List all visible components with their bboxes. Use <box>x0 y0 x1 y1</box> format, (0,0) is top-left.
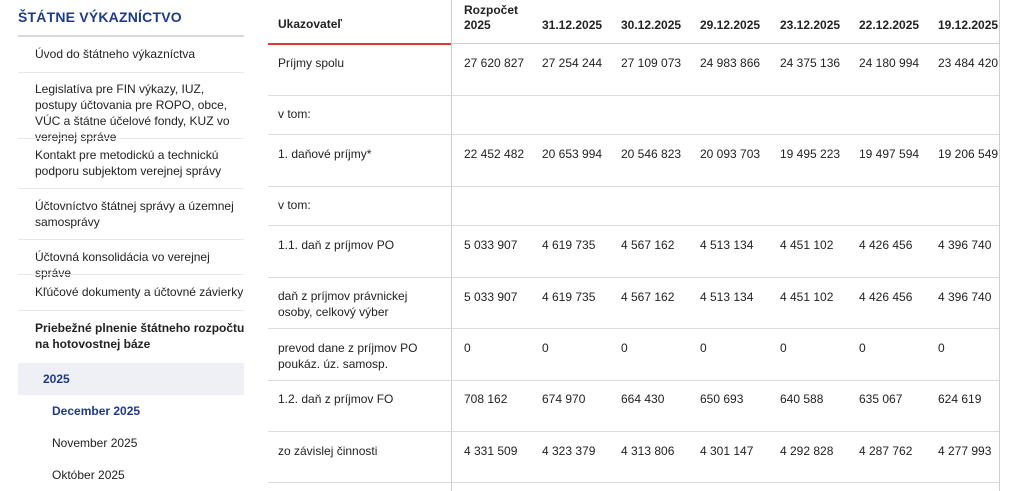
header-date: 31.12.2025 <box>542 18 603 32</box>
sidebar-nav <box>0 0 250 491</box>
row-value: 20 546 823 <box>621 147 682 161</box>
sidebar-item-konsolidacia[interactable]: Účtovná konsolidácia vo verejnej správe <box>35 250 210 280</box>
row-value: 4 513 134 <box>700 238 754 252</box>
row-value: 0 <box>859 341 866 355</box>
row-value: 4 426 456 <box>859 238 913 252</box>
row-label: prevod dane z príjmov PO poukáz. úz. samosp. <box>278 341 418 371</box>
row-value: 4 277 993 <box>938 444 992 458</box>
row-value: 0 <box>938 341 945 355</box>
row-value: 24 983 866 <box>700 56 761 70</box>
row-value: 19 495 223 <box>780 147 841 161</box>
row-value: 19 206 549 <box>938 147 999 161</box>
header-date: 19.12.2025 <box>938 18 999 32</box>
row-value: 0 <box>700 341 707 355</box>
sidebar-divider <box>18 239 244 240</box>
row-divider <box>268 277 999 278</box>
header-budget-line1: Rozpočet <box>464 3 518 17</box>
row-divider <box>268 328 999 329</box>
sidebar-item-legislativa[interactable]: Legislatíva pre FIN výkazy, IUZ, postupy účtovania pre ROPO, obce, VÚC a štátne účelové fondy, KUZ vo verejnej správe <box>35 82 230 144</box>
row-value: 664 430 <box>621 392 665 406</box>
row-value: 20 653 994 <box>542 147 603 161</box>
row-value: 20 093 703 <box>700 147 761 161</box>
header-date: 22.12.2025 <box>859 18 920 32</box>
row-divider <box>268 380 999 381</box>
row-value: 4 451 102 <box>780 290 834 304</box>
row-label: zo závislej činnosti <box>278 444 378 458</box>
sidebar-title-divider <box>18 35 244 37</box>
header-accent-rule <box>268 43 451 45</box>
sidebar-item-klucove-dokumenty[interactable]: Kľúčové dokumenty a účtovné závierky <box>35 285 244 299</box>
sidebar-divider <box>18 188 244 189</box>
header-rule <box>451 43 999 44</box>
row-value: 4 619 735 <box>542 238 596 252</box>
row-value: 4 567 162 <box>621 290 675 304</box>
row-value: 5 033 907 <box>464 238 518 252</box>
row-value: 708 162 <box>464 392 508 406</box>
row-value: 4 292 828 <box>780 444 834 458</box>
header-date: 29.12.2025 <box>700 18 761 32</box>
header-date: 23.12.2025 <box>780 18 841 32</box>
row-value: 4 396 740 <box>938 238 992 252</box>
row-label: 1. daňové príjmy* <box>278 147 372 161</box>
row-value: 4 513 134 <box>700 290 754 304</box>
row-value: 5 033 907 <box>464 290 518 304</box>
header-budget-line2: 2025 <box>464 18 491 32</box>
row-value: 674 970 <box>542 392 586 406</box>
row-value: 27 254 244 <box>542 56 603 70</box>
row-label: v tom: <box>278 107 311 121</box>
header-budget <box>464 3 518 33</box>
row-value: 4 313 806 <box>621 444 675 458</box>
row-label: 1.2. daň z príjmov FO <box>278 392 394 406</box>
row-value: 24 375 136 <box>780 56 841 70</box>
header-date: 30.12.2025 <box>621 18 682 32</box>
sidebar-month-november[interactable]: November 2025 <box>52 436 138 450</box>
sidebar-month-december[interactable]: December 2025 <box>52 404 141 418</box>
row-value: 4 567 162 <box>621 238 675 252</box>
sidebar-divider <box>18 138 244 139</box>
row-value: 22 452 482 <box>464 147 525 161</box>
row-value: 23 484 420 <box>938 56 999 70</box>
sidebar-item-uctovnictvo[interactable]: Účtovníctvo štátnej správy a územnej samosprávy <box>35 199 234 229</box>
row-value: 0 <box>621 341 628 355</box>
sidebar-year-2025[interactable] <box>18 363 244 395</box>
row-label: v tom: <box>278 198 311 212</box>
row-value: 19 497 594 <box>859 147 920 161</box>
row-value: 4 619 735 <box>542 290 596 304</box>
sidebar-month-oktober[interactable]: Október 2025 <box>52 468 125 482</box>
row-value: 635 067 <box>859 392 903 406</box>
row-value: 4 287 762 <box>859 444 913 458</box>
row-divider <box>268 134 999 135</box>
header-indicator: Ukazovateľ <box>278 17 342 31</box>
row-divider <box>268 431 999 432</box>
row-divider <box>268 482 999 483</box>
sidebar-divider <box>18 274 244 275</box>
sidebar-item-uvod[interactable]: Úvod do štátneho výkazníctva <box>35 47 196 61</box>
row-value: 24 180 994 <box>859 56 920 70</box>
column-divider <box>451 0 452 491</box>
sidebar-item-kontakt[interactable]: Kontakt pre metodickú a technickú podporu subjektom verejnej správy <box>35 148 222 178</box>
row-label: daň z príjmov právnickej osoby, celkový výber <box>278 289 408 319</box>
row-value: 0 <box>780 341 787 355</box>
row-value: 27 109 073 <box>621 56 682 70</box>
row-value: 640 588 <box>780 392 824 406</box>
row-value: 4 323 379 <box>542 444 596 458</box>
sidebar-title[interactable]: ŠTÁTNE VÝKAZNÍCTVO <box>18 9 182 25</box>
row-value: 4 301 147 <box>700 444 754 458</box>
row-divider <box>268 95 999 96</box>
row-value: 650 693 <box>700 392 744 406</box>
row-value: 0 <box>464 341 471 355</box>
row-value: 624 619 <box>938 392 982 406</box>
row-value: 0 <box>542 341 549 355</box>
row-label: 1.1. daň z príjmov PO <box>278 238 395 252</box>
sidebar-divider <box>18 310 244 311</box>
sidebar-year-label: 2025 <box>43 372 70 386</box>
budget-table <box>268 0 1000 491</box>
row-divider <box>268 225 999 226</box>
row-value: 4 331 509 <box>464 444 518 458</box>
row-value: 4 396 740 <box>938 290 992 304</box>
row-divider <box>268 186 999 187</box>
row-value: 27 620 827 <box>464 56 525 70</box>
sidebar-item-priebezne-plnenie[interactable]: Priebežné plnenie štátneho rozpočtu na hotovostnej báze <box>35 321 245 351</box>
row-value: 4 451 102 <box>780 238 834 252</box>
row-label: Príjmy spolu <box>278 56 345 70</box>
sidebar-divider <box>18 72 244 73</box>
row-value: 4 426 456 <box>859 290 913 304</box>
